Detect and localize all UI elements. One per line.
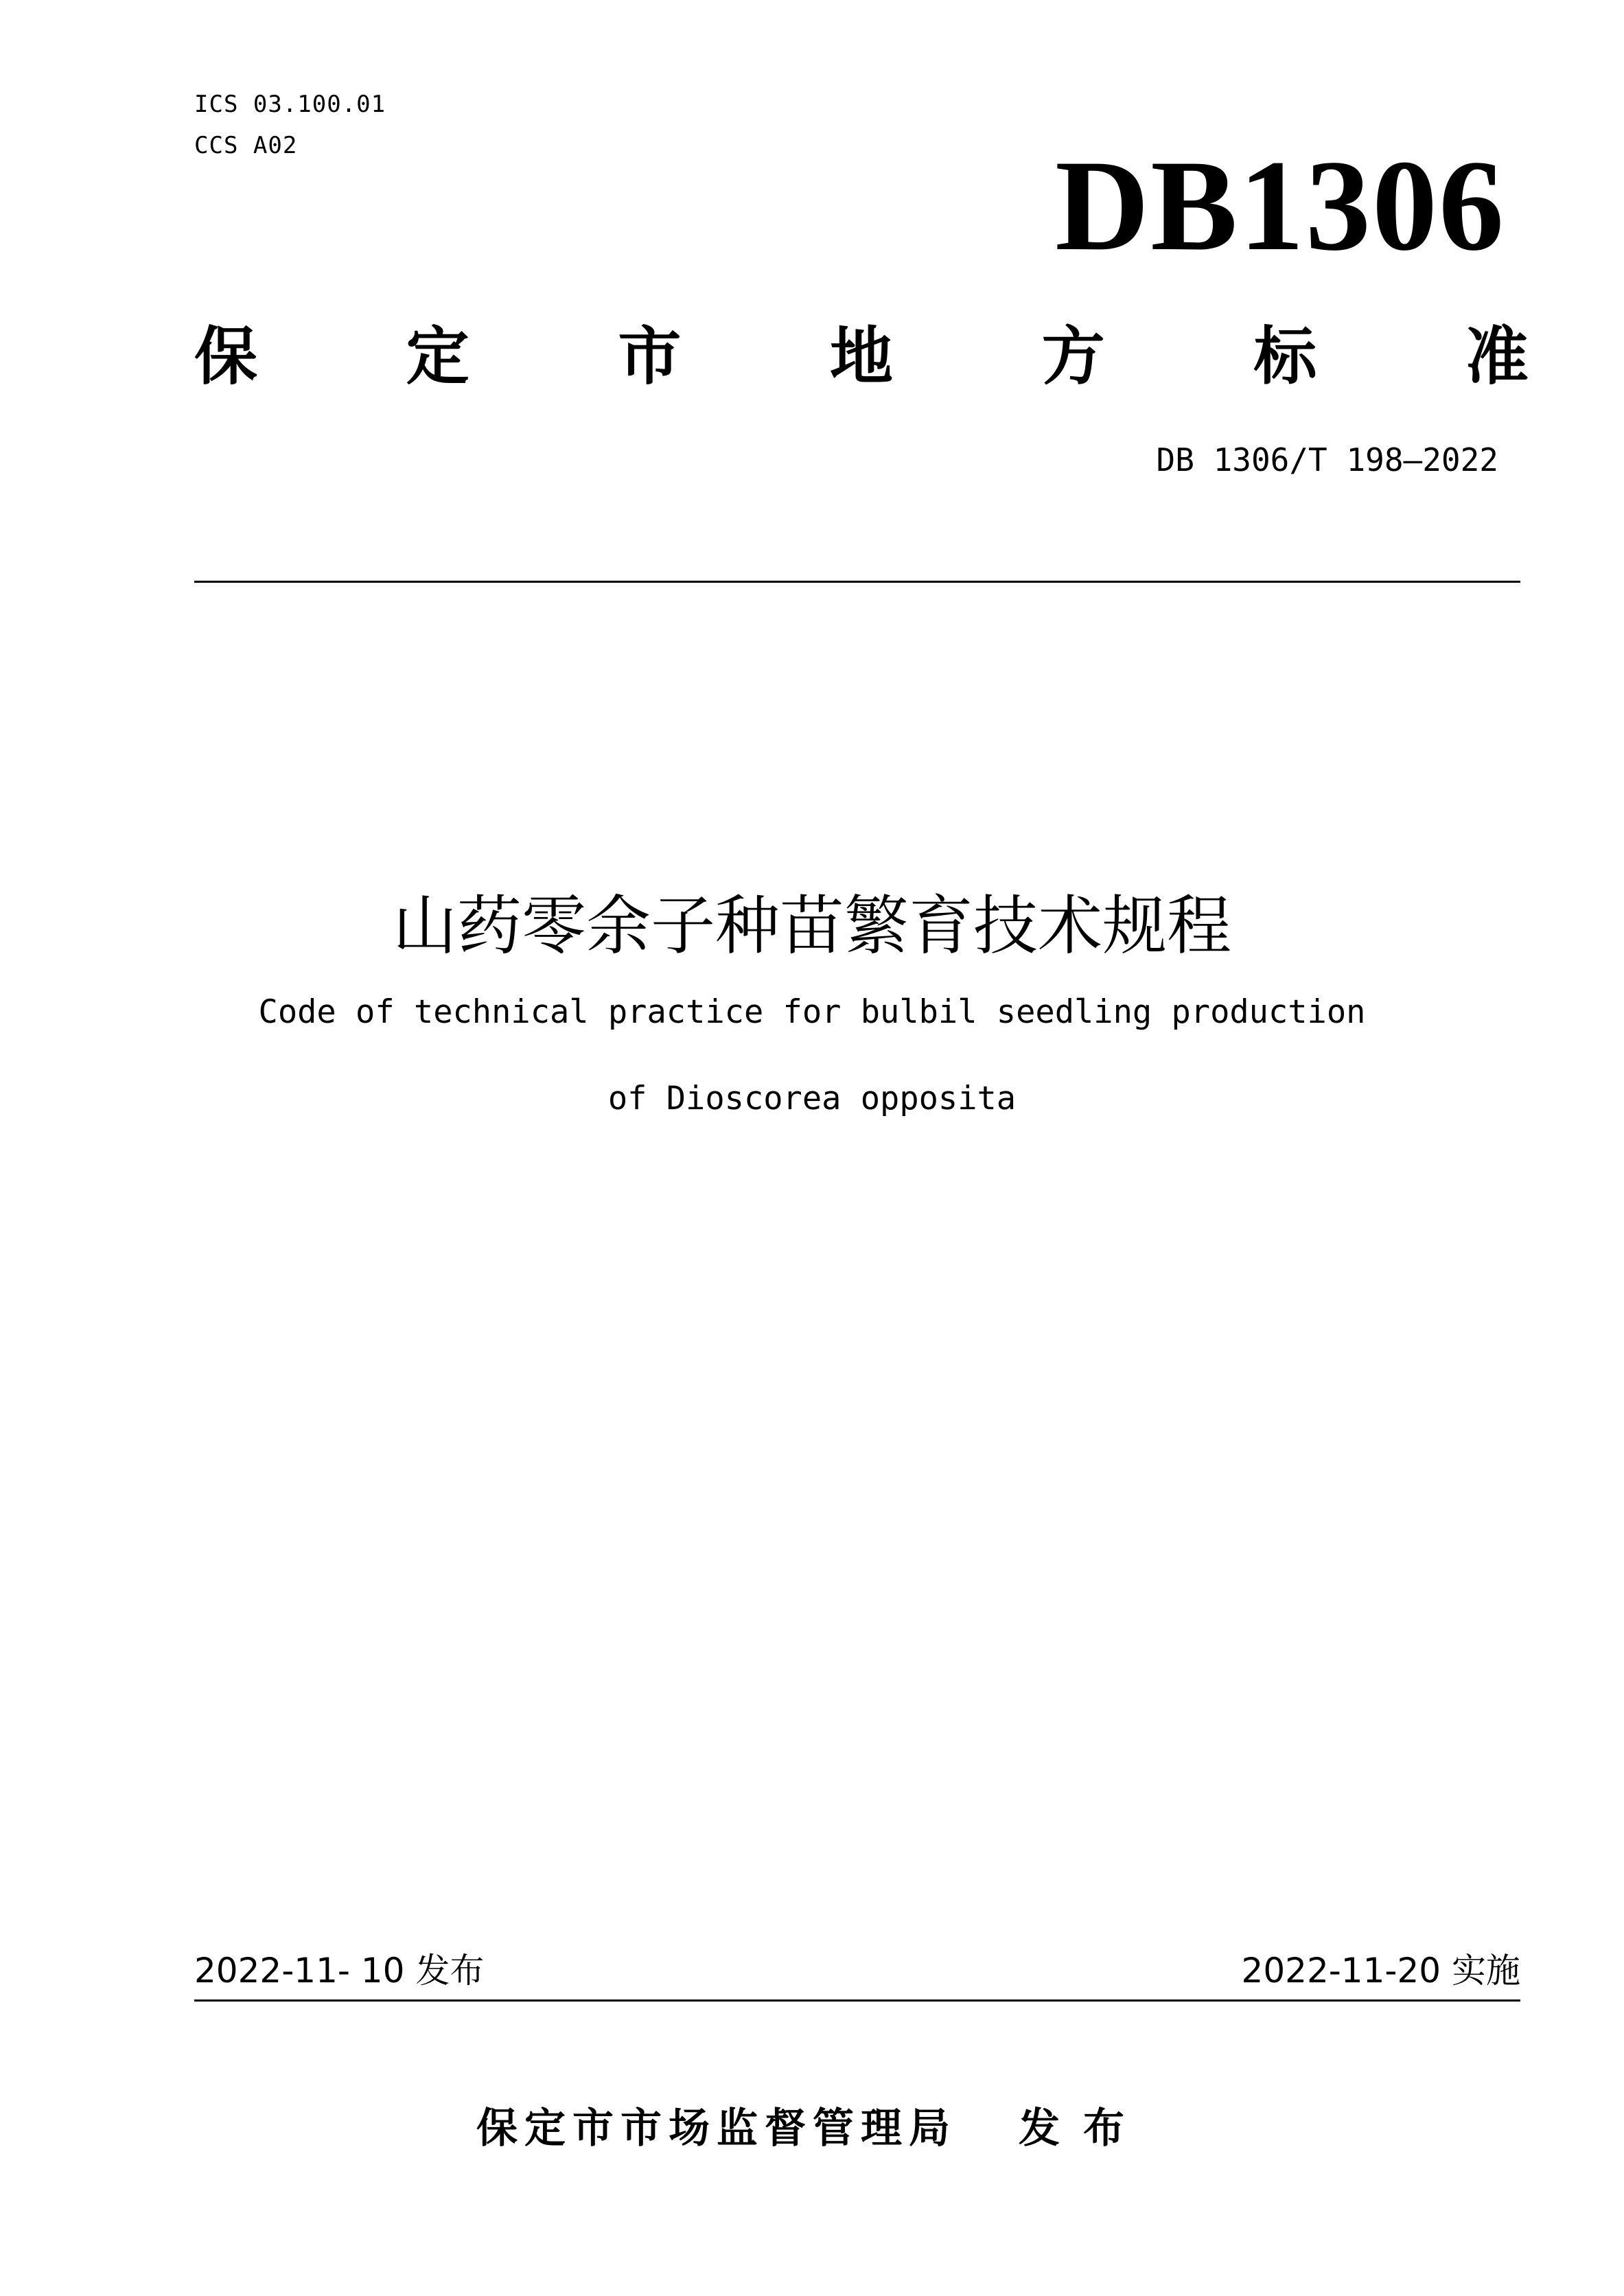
bottom-divider xyxy=(194,1999,1520,2002)
ccs-code: CCS A02 xyxy=(194,132,298,159)
standard-type-heading: 保 定 市 地 方 标 准 xyxy=(194,320,1529,393)
document-title-english-line-2: of Dioscorea opposita xyxy=(607,1080,1017,1117)
standard-number: DB 1306/T 198—2022 xyxy=(1156,441,1498,478)
issue-date: 2022-11- 10 发布 xyxy=(194,1951,485,1991)
issue-label: 发布 xyxy=(1019,2104,1148,2153)
classification-codes xyxy=(194,84,386,166)
ics-code: ICS 03.100.01 xyxy=(194,91,386,118)
document-title-chinese: 山药零余子种苗繁育技术规程 xyxy=(392,889,1231,964)
standard-code-logo: DB1306 xyxy=(1055,134,1505,278)
document-title-english-line-1: Code of technical practice for bulbil seedling production xyxy=(258,993,1366,1031)
issuer-name: 保定市市场监督管理局 xyxy=(476,2104,957,2153)
implementation-date: 2022-11-20 实施 xyxy=(1241,1951,1520,1991)
issuing-authority xyxy=(0,2098,1624,2159)
top-divider xyxy=(194,581,1520,583)
